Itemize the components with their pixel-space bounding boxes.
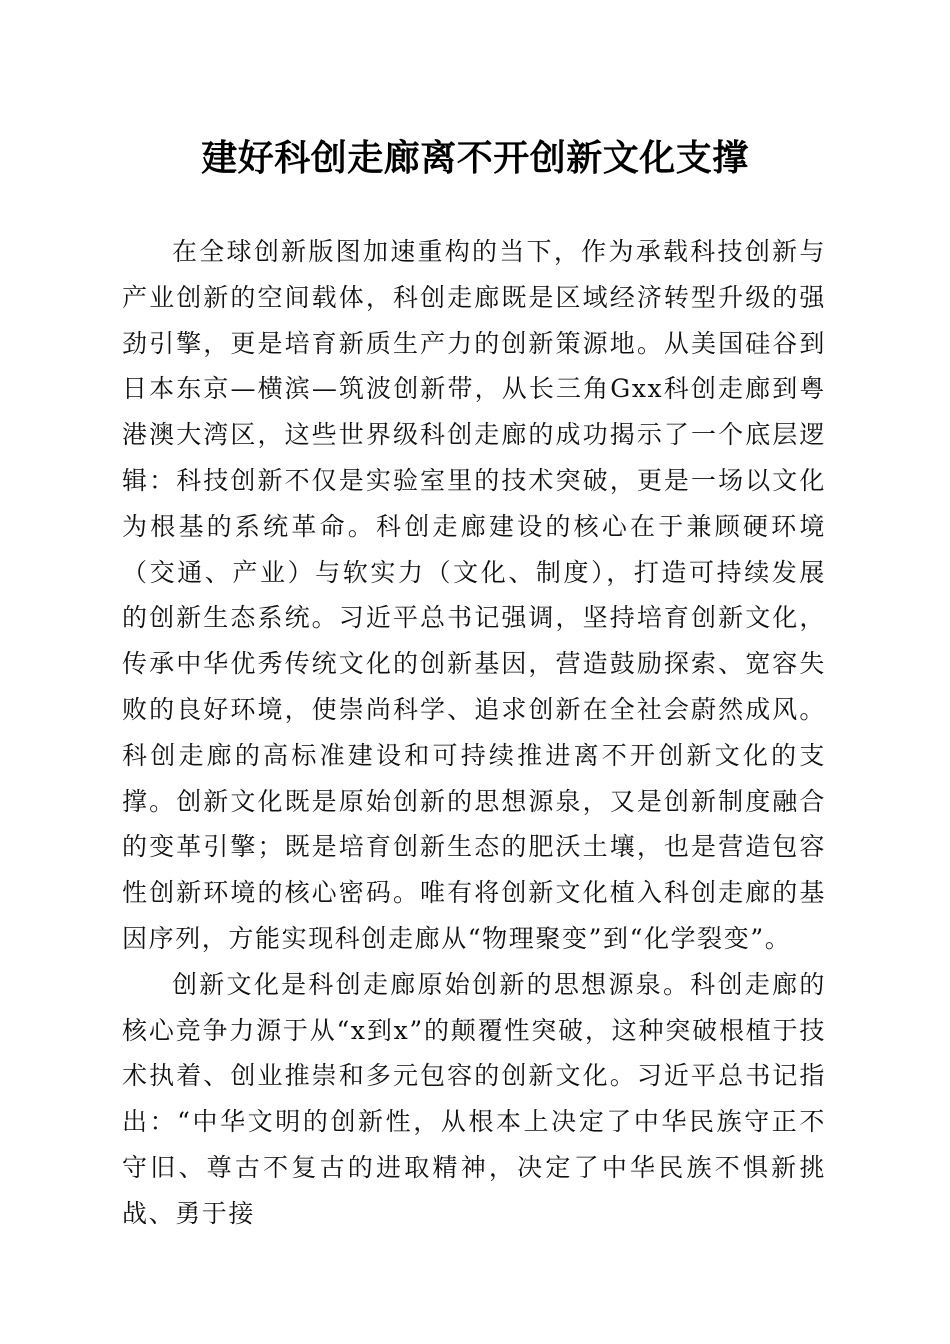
- document-body: [122, 229, 826, 1237]
- paragraph-intro: 在全球创新版图加速重构的当下，作为承载科技创新与产业创新的空间载体，科创走廊既是区域经济转型升级的强劲引擎，更是培育新质生产力的创新策源地。从美国硅谷到日本东京—横滨—筑波创新带，从长三角Gxx科创走廊到粤港澳大湾区，这些世界级科创走廊的成功揭示了一个底层逻辑：科技创新不仅是实验室里的技术突破，更是一场以文化为根基的系统革命。科创走廊建设的核心在于兼顾硬环境（交通、产业）与软实力（文化、制度），打造可持续发展的创新生态系统。习近平总书记强调，坚持培育创新文化，传承中华优秀传统文化的创新基因，营造鼓励探索、宽容失败的良好环境，使崇尚科学、追求创新在全社会蔚然成风。科创走廊的高标准建设和可持续推进离不开创新文化的支撑。创新文化既是原始创新的思想源泉，又是创新制度融合的变革引擎；既是培育创新生态的肥沃土壤，也是营造包容性创新环境的核心密码。唯有将创新文化植入科创走廊的基因序列，方能实现科创走廊从“物理聚变”到“化学裂变”。: [122, 237, 826, 953]
- document-title: 建好科创走廊离不开创新文化支撑: [201, 137, 749, 179]
- paragraph-innovation-source: 创新文化是科创走廊原始创新的思想源泉。科创走廊的核心竞争力源于从“x到x”的颠覆性突破，这种突破根植于技术执着、创业推崇和多元包容的创新文化。习近平总书记指出：“中华文明的创新性，从根本上决定了中华民族守正不守旧、尊古不复古的进取精神，决定了中华民族不惧新挑战、勇于接: [122, 969, 826, 1228]
